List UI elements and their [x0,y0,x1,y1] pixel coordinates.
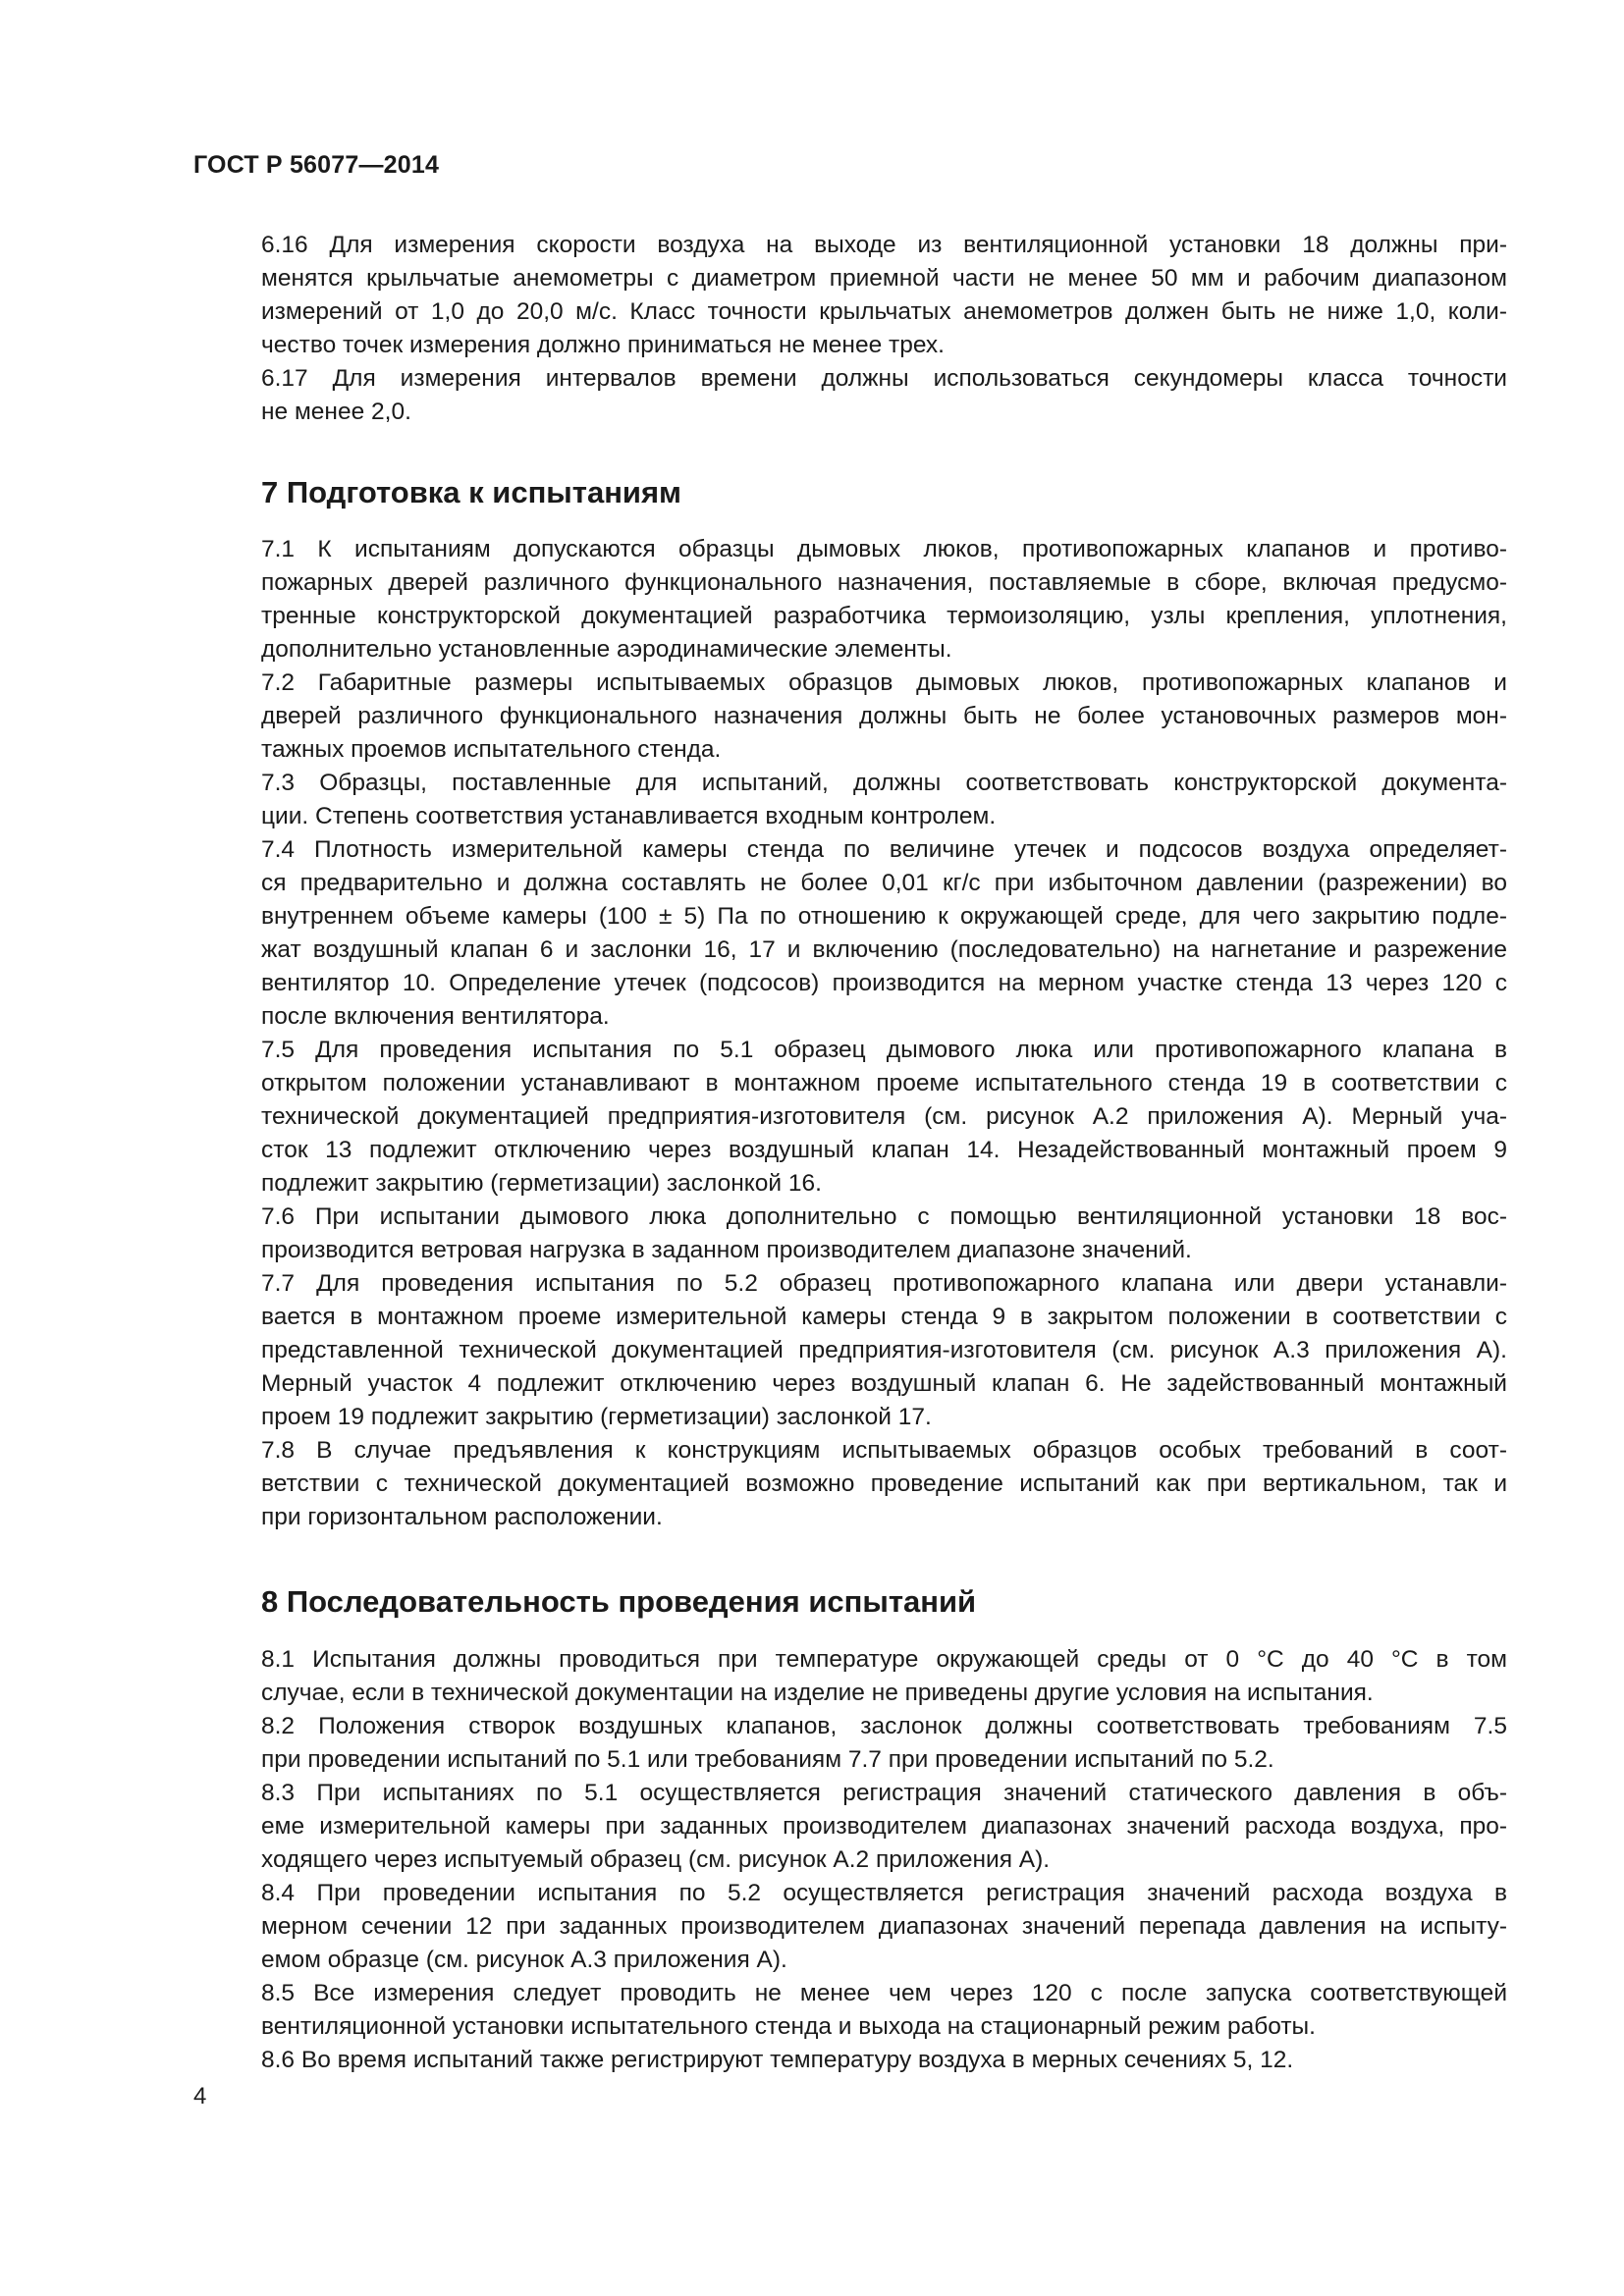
section-8-heading: 8 Последовательность проведения испытаний [261,1584,977,1619]
text-line: ся предварительно и должна составлять не более 0,01 кг/с при избыточном давлении (разрежении) во [261,870,1507,896]
text-line: 8.4 При проведении испытания по 5.2 осуществляется регистрация значений расхода воздуха в [261,1880,1507,1906]
paragraph-7-8 [193,1434,1507,1534]
text-line: Мерный участок 4 подлежит отключению через воздушный клапан 6. Не задействованный монтажный [261,1370,1507,1397]
text-line: вается в монтажном проеме измерительной камеры стенда 9 в закрытом положении в соответствии с [261,1304,1507,1330]
text-line: тренные конструкторской документацией разработчика термоизоляцию, узлы крепления, уплотнения, [261,603,1507,629]
text-line: при проведении испытаний по 5.1 или требованиям 7.7 при проведении испытаний по 5.2. [261,1746,1274,1773]
text-line: пожарных дверей различного функционального назначения, поставляемые в сборе, включая предусмо- [261,569,1507,596]
text-line: ции. Степень соответствия устанавливается входным контролем. [261,803,997,829]
text-line: емом образце (см. рисунок А.3 приложения А). [261,1947,787,1973]
text-line: 7.3 Образцы, поставленные для испытаний, должны соответствовать конструкторской документа- [261,770,1507,796]
text-line: менятся крыльчатые анемометры с диаметром приемной части не менее 50 мм и рабочим диапазоном [261,265,1507,292]
text-line: не менее 2,0. [261,399,411,425]
text-line: 7.8 В случае предъявления к конструкциям испытываемых образцов особых требований в соот- [261,1437,1507,1464]
text-line: 7.4 Плотность измерительной камеры стенда по величине утечек и подсосов воздуха определяет- [261,836,1507,863]
paragraph-8-2 [193,1710,1507,1777]
text-line: внутреннем объеме камеры (100 ± 5) Па по отношению к окружающей среде, для чего закрытию подле- [261,903,1507,930]
text-line: представленной технической документацией предприятия-изготовителя (см. рисунок А.3 приложения А). [261,1337,1507,1363]
paragraph-8-5 [193,1977,1507,2044]
text-line: вентиляционной установки испытательного стенда и выхода на стационарный режим работы. [261,2013,1316,2040]
text-line: 7.6 При испытании дымового люка дополнительно с помощью вентиляционной установки 18 вос- [261,1203,1507,1230]
paragraph-8-1 [193,1643,1507,1710]
text-line: дверей различного функционального назначения должны быть не более установочных размеров мон- [261,703,1507,729]
paragraph-7-3 [193,767,1507,833]
text-line: измерений от 1,0 до 20,0 м/с. Класс точности крыльчатых анемометров должен быть не ниже 1,0, коли- [261,298,1507,325]
text-line: 6.17 Для измерения интервалов времени должны использоваться секундомеры класса точности [261,365,1507,392]
text-line: чество точек измерения должно приниматься не менее трех. [261,332,945,358]
text-line: 8.3 При испытаниях по 5.1 осуществляется регистрация значений статического давления в объ- [261,1780,1507,1806]
text-line: 8.1 Испытания должны проводиться при температуре окружающей среды от 0 °С до 40 °С в том [261,1646,1507,1673]
text-line: подлежит закрытию (герметизации) заслонкой 16. [261,1170,822,1197]
text-line: открытом положении устанавливают в монтажном проеме испытательного стенда 19 в соответствии с [261,1070,1507,1096]
paragraph-8-4 [193,1877,1507,1977]
text-line: при горизонтальном расположении. [261,1504,663,1530]
text-line: ходящего через испытуемый образец (см. рисунок А.2 приложения А). [261,1846,1051,1873]
paragraph-6-17 [193,362,1507,429]
text-line: 7.1 К испытаниям допускаются образцы дымовых люков, противопожарных клапанов и противо- [261,536,1507,562]
document-code-header: ГОСТ Р 56077—2014 [193,151,440,179]
text-line: мерном сечении 12 при заданных производителем диапазонах значений перепада давления на испыту- [261,1913,1507,1940]
paragraph-7-1 [193,533,1507,667]
text-line: 8.6 Во время испытаний также регистрируют температуру воздуха в мерных сечениях 5, 12. [261,2047,1294,2073]
section-7-heading: 7 Подготовка к испытаниям [261,475,681,509]
paragraph-7-6 [193,1201,1507,1267]
text-line: тажных проемов испытательного стенда. [261,736,722,763]
text-line: сток 13 подлежит отключению через воздушный клапан 14. Незадействованный монтажный проем 9 [261,1137,1507,1163]
text-line: ветствии с технической документацией возможно проведение испытаний как при вертикальном, так и [261,1470,1507,1497]
paragraph-6-16 [193,229,1507,362]
text-line: случае, если в технической документации на изделие не приведены другие условия на испытания. [261,1680,1374,1706]
text-line: вентилятор 10. Определение утечек (подсосов) производится на мерном участке стенда 13 через 120 с [261,970,1507,996]
paragraph-7-5 [193,1034,1507,1201]
text-line: жат воздушный клапан 6 и заслонки 16, 17 и включению (последовательно) на нагнетание и разрежение [261,936,1507,963]
text-line: 6.16 Для измерения скорости воздуха на выходе из вентиляционной установки 18 должны при- [261,232,1507,258]
page-number: 4 [193,2083,207,2109]
text-line: еме измерительной камеры при заданных производителем диапазонах значений расхода воздуха, про- [261,1813,1507,1840]
paragraph-8-6 [193,2044,1507,2077]
text-line: после включения вентилятора. [261,1003,610,1030]
text-line: 8.2 Положения створок воздушных клапанов, заслонок должны соответствовать требованиям 7.5 [261,1713,1507,1739]
text-line: технической документацией предприятия-изготовителя (см. рисунок А.2 приложения А). Мерный уча- [261,1103,1507,1130]
text-line: 7.5 Для проведения испытания по 5.1 образец дымового люка или противопожарного клапана в [261,1037,1507,1063]
text-line: производится ветровая нагрузка в заданном производителем диапазоне значений. [261,1237,1192,1263]
text-line: дополнительно установленные аэродинамические элементы. [261,636,952,663]
text-line: 7.7 Для проведения испытания по 5.2 образец противопожарного клапана или двери устанавли- [261,1270,1507,1297]
text-line: 7.2 Габаритные размеры испытываемых образцов дымовых люков, противопожарных клапанов и [261,669,1507,696]
text-line: 8.5 Все измерения следует проводить не менее чем через 120 с после запуска соответствующей [261,1980,1507,2006]
document-body [193,229,1507,2077]
text-line: проем 19 подлежит закрытию (герметизации) заслонкой 17. [261,1404,932,1430]
paragraph-7-2 [193,667,1507,767]
paragraph-7-4 [193,833,1507,1034]
paragraph-7-7 [193,1267,1507,1434]
paragraph-8-3 [193,1777,1507,1877]
